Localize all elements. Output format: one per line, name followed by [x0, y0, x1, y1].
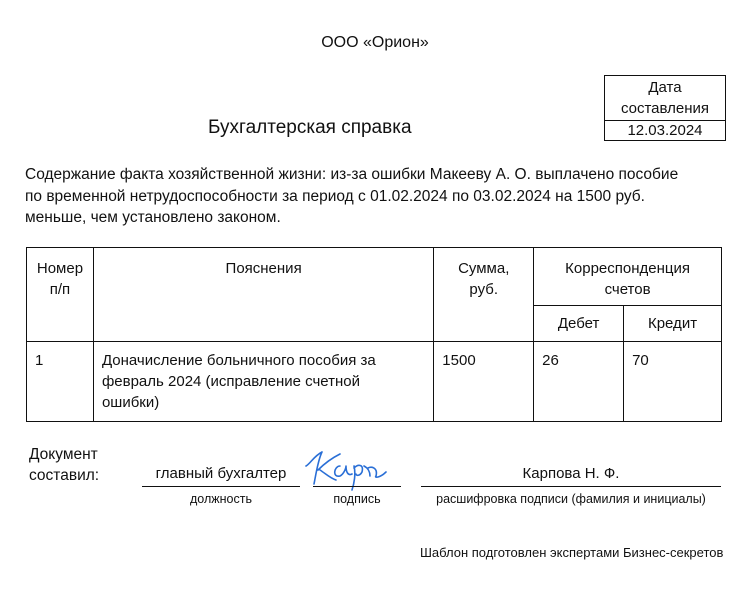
header-credit: Кредит	[624, 306, 722, 342]
name-line	[421, 486, 721, 487]
position-value: главный бухгалтер	[155, 465, 287, 482]
header-number	[27, 248, 94, 342]
description-line1: Содержание факта хозяйственной жизни: из-за ошибки Макееву А. О. выплачено пособие	[25, 166, 679, 183]
handwritten-signature	[300, 436, 400, 492]
header-sum-line1: Сумма,	[458, 260, 510, 277]
document-title: Бухгалтерская справка	[208, 117, 412, 138]
signature-caption: подпись	[333, 492, 381, 506]
header-sum	[434, 248, 534, 342]
name-value: Карпова Н. Ф.	[522, 465, 620, 482]
name-caption: расшифровка подписи (фамилия и инициалы)	[436, 492, 706, 506]
row-number: 1	[27, 342, 94, 422]
date-label-line2: составления	[620, 100, 710, 117]
header-number-line2: п/п	[49, 281, 71, 298]
header-explanation-text: Пояснения	[225, 260, 302, 277]
header-sum-line2: руб.	[469, 281, 499, 298]
row-sum: 1500	[434, 342, 534, 422]
table-row	[27, 342, 722, 422]
organization-name: ООО «Орион»	[321, 34, 429, 51]
header-number-line1: Номер	[36, 260, 84, 277]
accounting-table	[26, 247, 722, 422]
header-debit: Дебет	[534, 306, 624, 342]
header-correspondence	[534, 248, 722, 306]
signature-label	[29, 444, 99, 486]
date-label-line1: Дата	[648, 79, 682, 96]
header-correspondence-line2: счетов	[604, 281, 651, 298]
description	[25, 164, 725, 229]
row-explanation-line1: Доначисление больничного пособия за	[101, 352, 376, 369]
description-line2: по временной нетрудоспособности за период с 01.02.2024 по 03.02.2024 на 1500 руб.	[25, 187, 645, 205]
header-explanation	[93, 248, 433, 342]
row-credit: 70	[624, 342, 722, 422]
row-explanation	[93, 342, 433, 422]
position-line	[142, 486, 300, 487]
footer-note: Шаблон подготовлен экспертами Бизнес-секретов	[420, 545, 724, 560]
signature-label-line1: Документ	[29, 446, 98, 463]
signature-label-line2: составил:	[29, 467, 100, 484]
row-explanation-line3: ошибки)	[101, 394, 160, 411]
row-explanation-line2: февраль 2024 (исправление счетной	[101, 373, 360, 390]
signature-line	[313, 486, 401, 487]
position-caption: должность	[190, 492, 252, 506]
date-label	[605, 76, 725, 120]
date-box	[604, 75, 726, 141]
row-debit: 26	[534, 342, 624, 422]
header-correspondence-line1: Корреспонденция	[565, 260, 690, 277]
description-line3: меньше, чем установлено законом.	[25, 209, 281, 226]
date-value: 12.03.2024	[627, 122, 703, 139]
table-header-row	[27, 248, 722, 306]
